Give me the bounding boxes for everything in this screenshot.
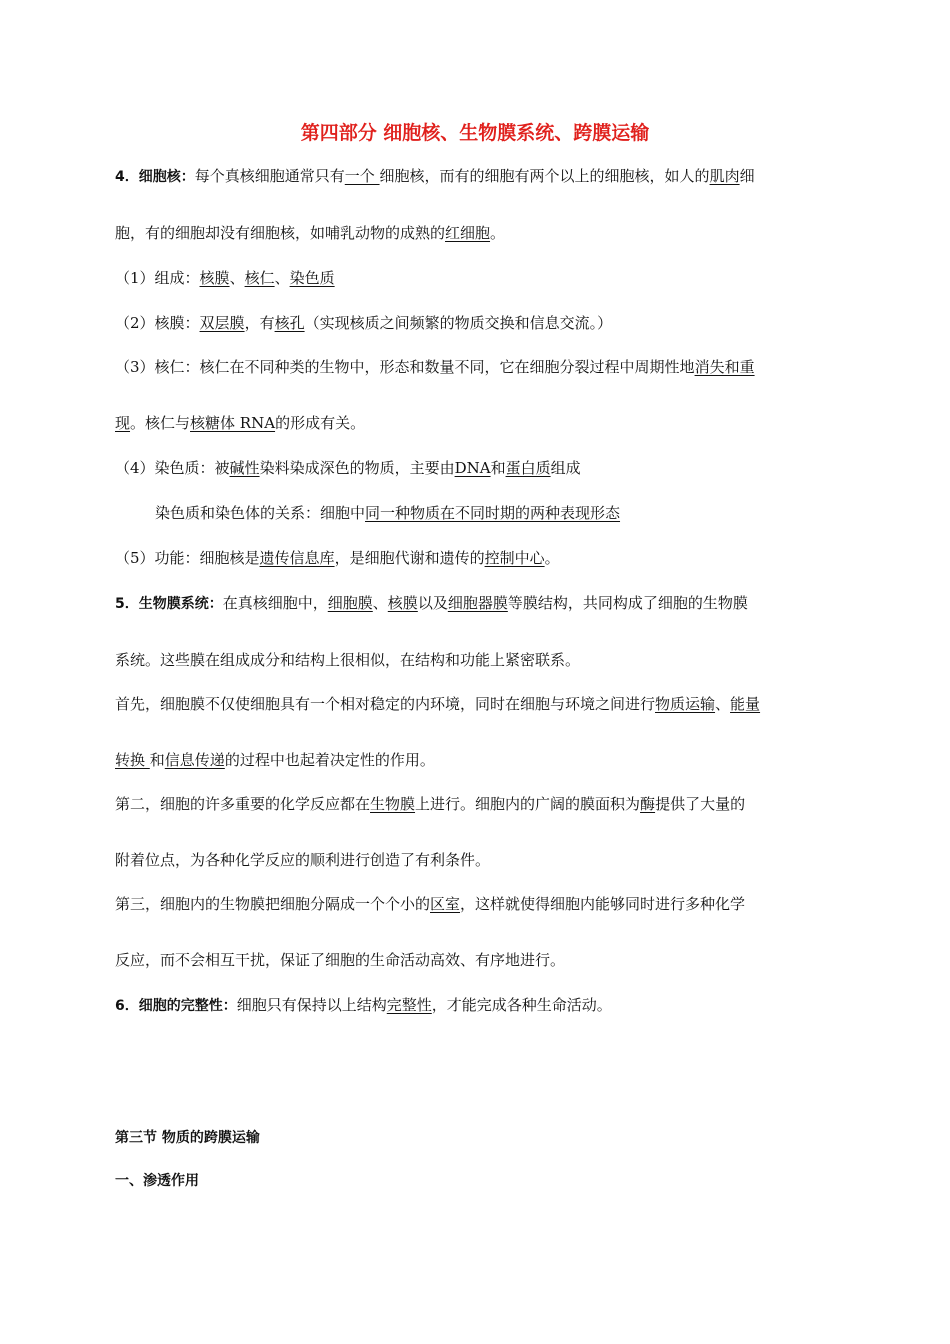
membrane-system-line-2: 系统。这些膜在组成成分和结构上很相似，在结构和功能上紧密联系。 [115,651,581,669]
nuclear-envelope-item: （2）核膜：双层膜，有核孔（实现核质之间频繁的物质交换和信息交流。） [115,314,613,332]
function-item: （5）功能：细胞核是遗传信息库，是细胞代谢和遗传的控制中心。 [115,549,560,567]
nucleus-heading: 4．细胞核： [115,169,195,185]
first-point-line-2: 转换 和信息传递的过程中也起着决定性的作用。 [115,751,435,769]
page-title: 第四部分 细胞核、生物膜系统、跨膜运输 [300,122,650,144]
membrane-system-heading: 5．生物膜系统： [115,596,223,612]
membrane-system-line-1: 5．生物膜系统：在真核细胞中，细胞膜、核膜以及细胞器膜等膜结构，共同构成了细胞的生物膜 [115,594,748,612]
chromatin-chromosome-relation: 染色质和染色体的关系：细胞中同一种物质在不同时期的两种表现形态 [155,504,621,522]
nucleus-para-line-1: 4．细胞核：每个真核细胞通常只有一个 细胞核，而有的细胞有两个以上的细胞核，如人的肌肉细 [115,167,755,185]
nucleolus-item-line-1: （3）核仁：核仁在不同种类的生物中，形态和数量不同，它在细胞分裂过程中周期性地消失和重 [115,358,755,376]
third-point-line-1: 第三，细胞内的生物膜把细胞分隔成一个个小的区室，这样就使得细胞内能够同时进行多种化学 [115,895,746,913]
nucleus-para-line-2: 胞，有的细胞却没有细胞核，如哺乳动物的成熟的红细胞。 [115,224,506,242]
composition-item: （1）组成：核膜、核仁、染色质 [115,269,335,287]
section-heading: 第三节 物质的跨膜运输 [115,1130,260,1146]
second-point-line-2: 附着位点，为各种化学反应的顺利进行创造了有利条件。 [115,851,491,869]
subsection-heading: 一、渗透作用 [115,1173,199,1189]
third-point-line-2: 反应，而不会相互干扰，保证了细胞的生命活动高效、有序地进行。 [115,951,566,969]
second-point-line-1: 第二，细胞的许多重要的化学反应都在生物膜上进行。细胞内的广阔的膜面积为酶提供了大量的 [115,795,746,813]
first-point-line-1: 首先，细胞膜不仅使细胞具有一个相对稳定的内环境，同时在细胞与环境之间进行物质运输、能量 [115,695,761,713]
integrity-heading: 6．细胞的完整性： [115,998,237,1014]
integrity-para: 6．细胞的完整性：细胞只有保持以上结构完整性，才能完成各种生命活动。 [115,996,612,1014]
chromatin-item: （4）染色质：被碱性染料染成深色的物质，主要由DNA和蛋白质组成 [115,459,581,477]
nucleolus-item-line-2: 现。核仁与核糖体 RNA的形成有关。 [115,414,366,432]
